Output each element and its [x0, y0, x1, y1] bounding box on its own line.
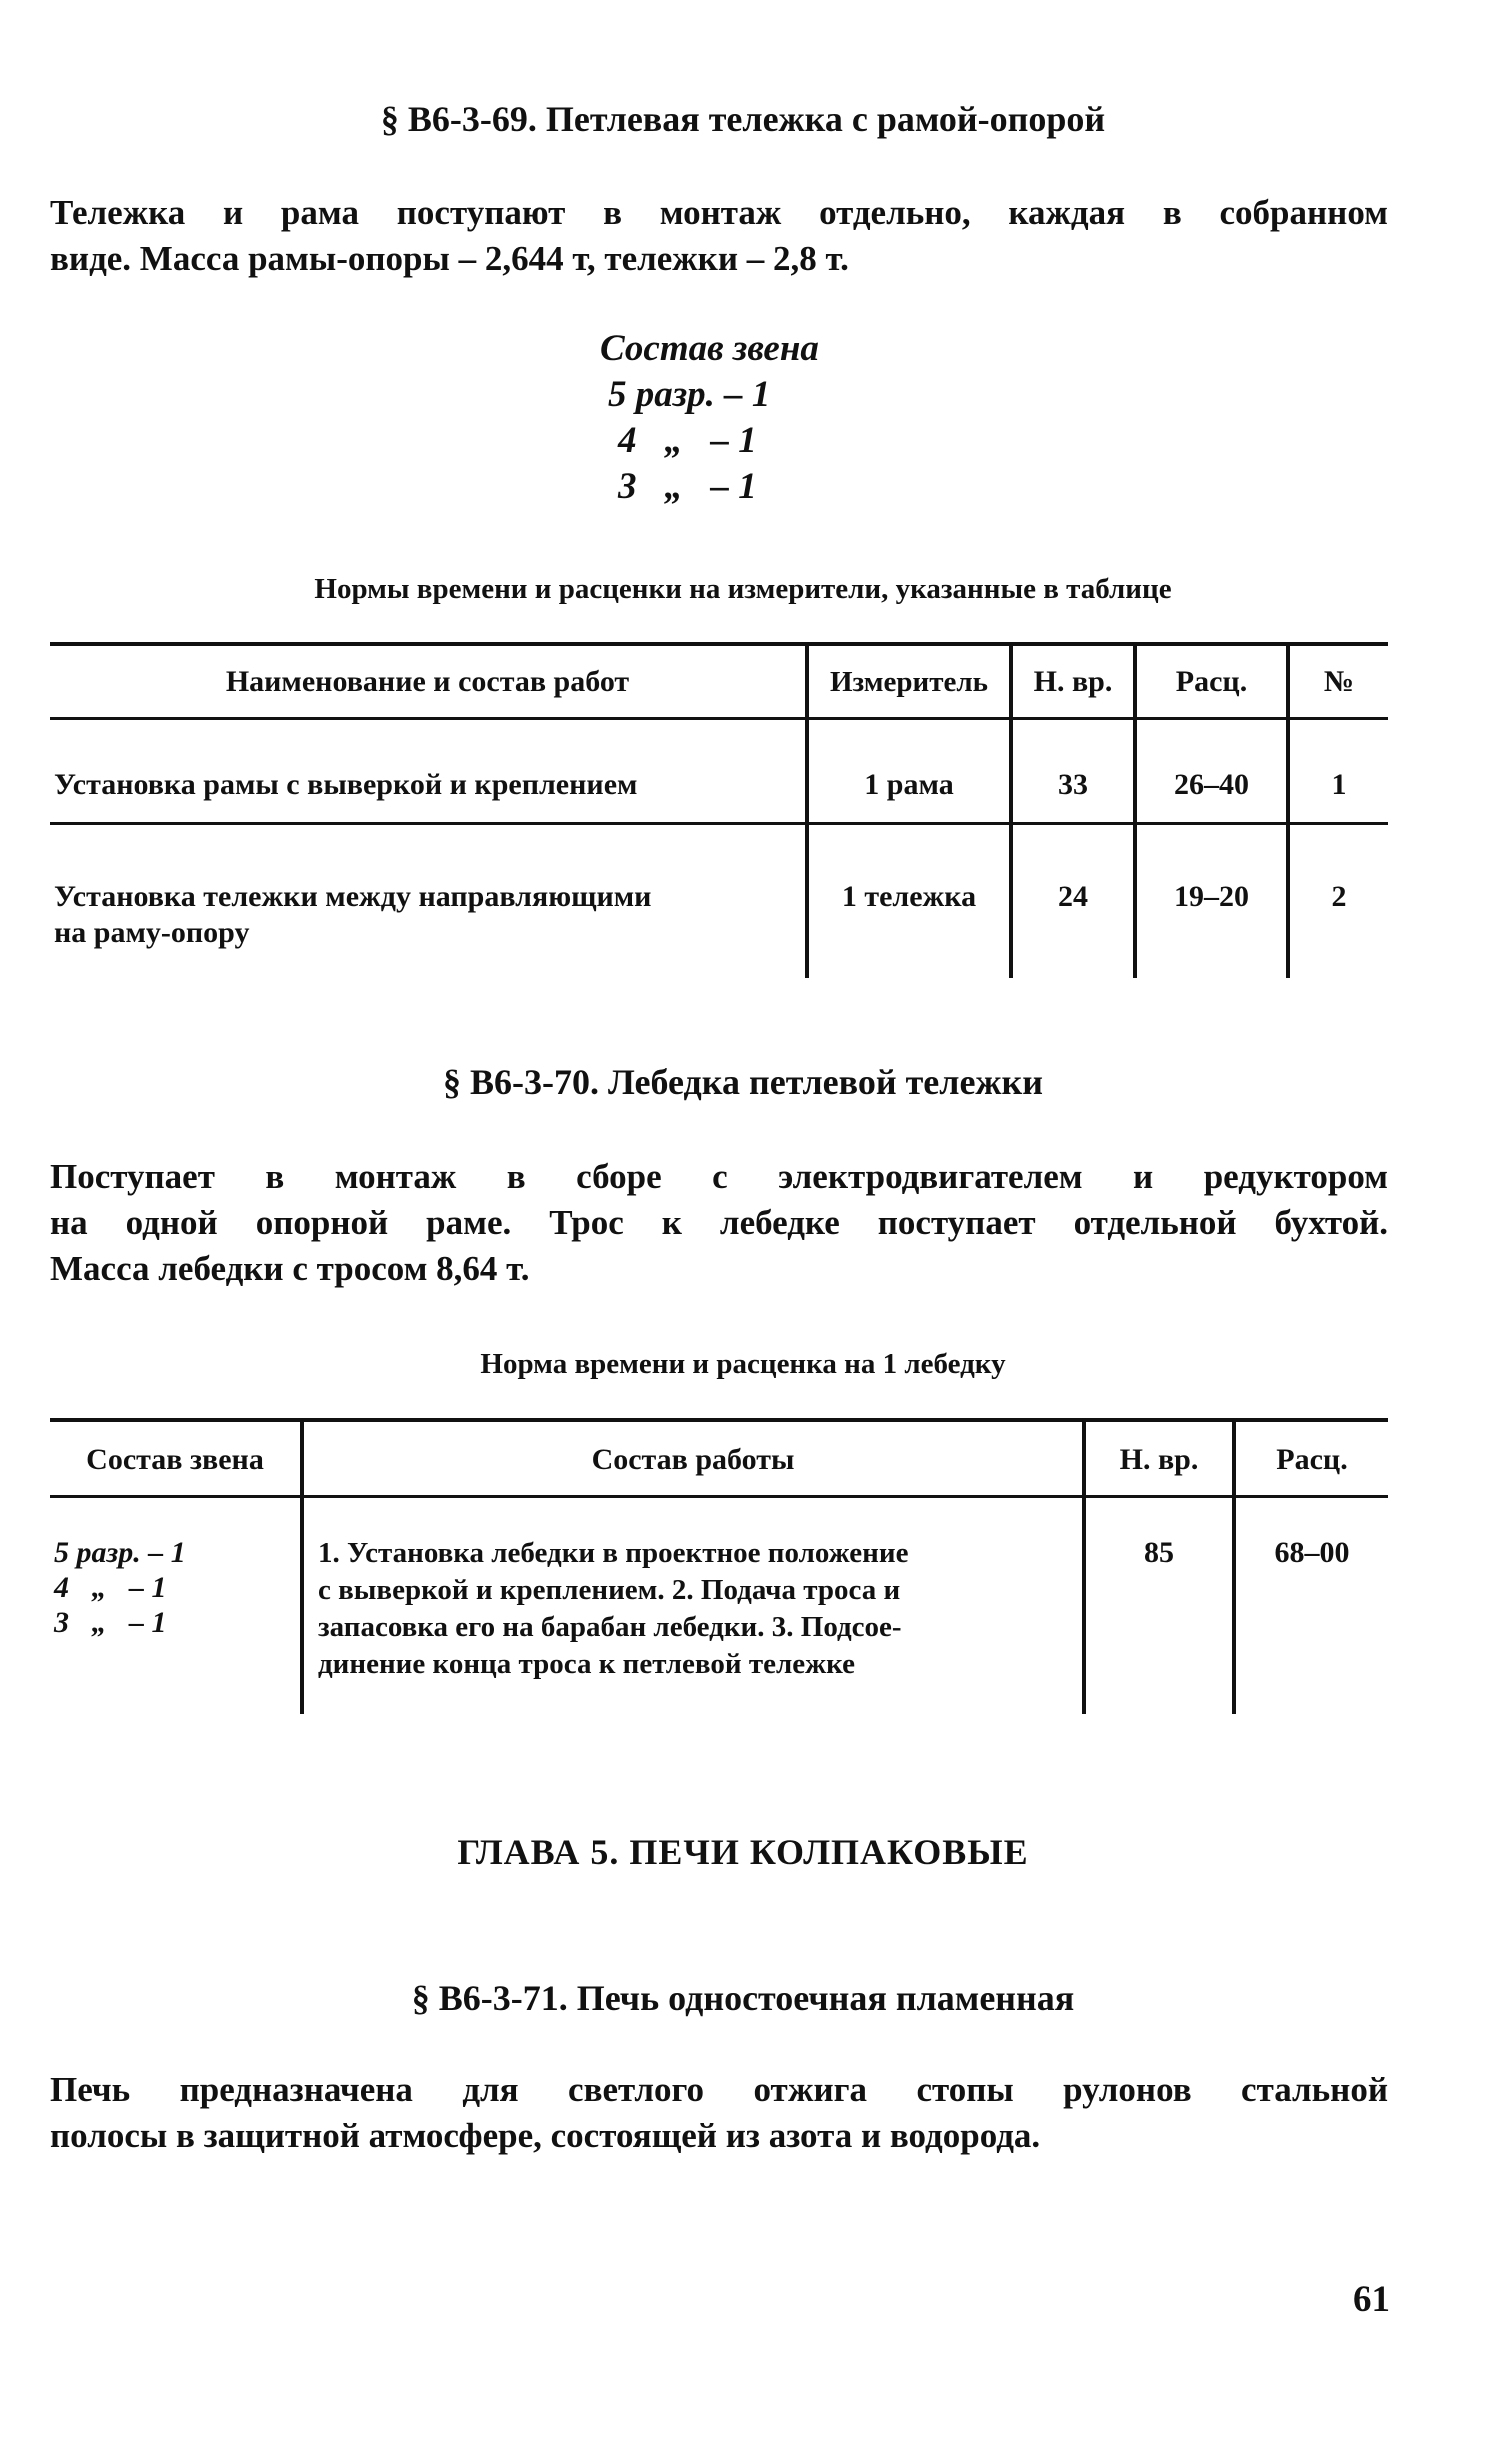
col-header-work: Состав работы	[591, 1443, 795, 1476]
col-header-norm: Н. вр.	[1033, 665, 1113, 698]
col-header-work: Наименование и состав работ	[225, 665, 630, 698]
col-header-price: Расц.	[1276, 1443, 1348, 1476]
work-name: Установка рамы с выверкой и креплением	[54, 768, 638, 801]
work-name-line: на раму-опору	[54, 916, 250, 949]
work-line: динение конца троса к петлевой тележке	[318, 1648, 855, 1680]
table-caption: Норма времени и расценка на 1 лебедку	[480, 1348, 1006, 1380]
work-description-cell	[318, 1535, 1078, 1683]
crew-line: 4 „ – 1	[618, 420, 757, 461]
page-number: 61	[1353, 2279, 1390, 2320]
norm: 33	[1058, 768, 1088, 801]
col-header-norm: Н. вр.	[1119, 1443, 1199, 1476]
unit: 1 тележка	[841, 880, 977, 913]
work-line: запасовка его на барабан лебедки. 3. Подсое-	[318, 1611, 902, 1643]
crew-line: 4 „ – 1	[54, 1571, 167, 1604]
row-number: 1	[1331, 768, 1347, 801]
section-69-paragraph	[50, 190, 1388, 282]
work-name	[54, 879, 799, 951]
col-header-unit: Измеритель	[830, 666, 988, 698]
price: 26–40	[1174, 768, 1249, 801]
crew-line: 5 разр. – 1	[54, 1536, 186, 1569]
paragraph-line: Тележка и рама поступают в монтаж отдельно, каждая в собранном	[50, 193, 1388, 232]
crew-composition-cell	[54, 1535, 294, 1640]
row-number: 2	[1331, 880, 1347, 913]
paragraph-line: Поступает в монтаж в сборе с электродвигателем и редуктором	[50, 1157, 1388, 1196]
section-71-paragraph	[50, 2067, 1388, 2159]
crew-composition	[600, 326, 860, 510]
price: 68–00	[1274, 1536, 1350, 1569]
paragraph-line: Печь предназначена для светлого отжига стопы рулонов стальной	[50, 2070, 1388, 2109]
paragraph-line: на одной опорной раме. Трос к лебедке поступает отдельной бухтой.	[50, 1203, 1388, 1242]
chapter-title: ГЛАВА 5. ПЕЧИ КОЛПАКОВЫЕ	[457, 1832, 1029, 1872]
work-line: с выверкой и креплением. 2. Подача троса и	[318, 1574, 901, 1606]
work-line: 1. Установка лебедки в проектное положение	[318, 1537, 909, 1569]
crew-line: 5 разр. – 1	[608, 374, 771, 415]
norm: 24	[1058, 880, 1088, 913]
crew-line: 3 „ – 1	[618, 466, 757, 507]
section-71-title: § В6-3-71. Печь одностоечная пламенная	[411, 1978, 1075, 2018]
norm: 85	[1144, 1536, 1174, 1569]
section-70-paragraph	[50, 1154, 1388, 1292]
col-header-number: №	[1323, 665, 1355, 698]
section-70-title: § В6-3-70. Лебедка петлевой тележки	[442, 1062, 1044, 1102]
col-header-price: Расц.	[1175, 665, 1248, 698]
col-header-crew: Состав звена	[86, 1443, 264, 1476]
crew-title: Состав звена	[600, 328, 819, 369]
paragraph-line: виде. Масса рамы-опоры – 2,644 т, тележки – 2,8 т.	[50, 239, 849, 278]
unit: 1 рама	[864, 768, 954, 801]
crew-line: 3 „ – 1	[54, 1606, 167, 1639]
price: 19–20	[1174, 880, 1249, 913]
paragraph-line: Масса лебедки с тросом 8,64 т.	[50, 1249, 530, 1288]
table-caption: Нормы времени и расценки на измерители, указанные в таблице	[314, 573, 1172, 605]
work-name-line: Установка тележки между направляющими	[54, 880, 652, 913]
paragraph-line: полосы в защитной атмосфере, состоящей из азота и водорода.	[50, 2116, 1041, 2155]
section-69-title: § В6-3-69. Петлевая тележка с рамой-опорой	[380, 99, 1106, 139]
